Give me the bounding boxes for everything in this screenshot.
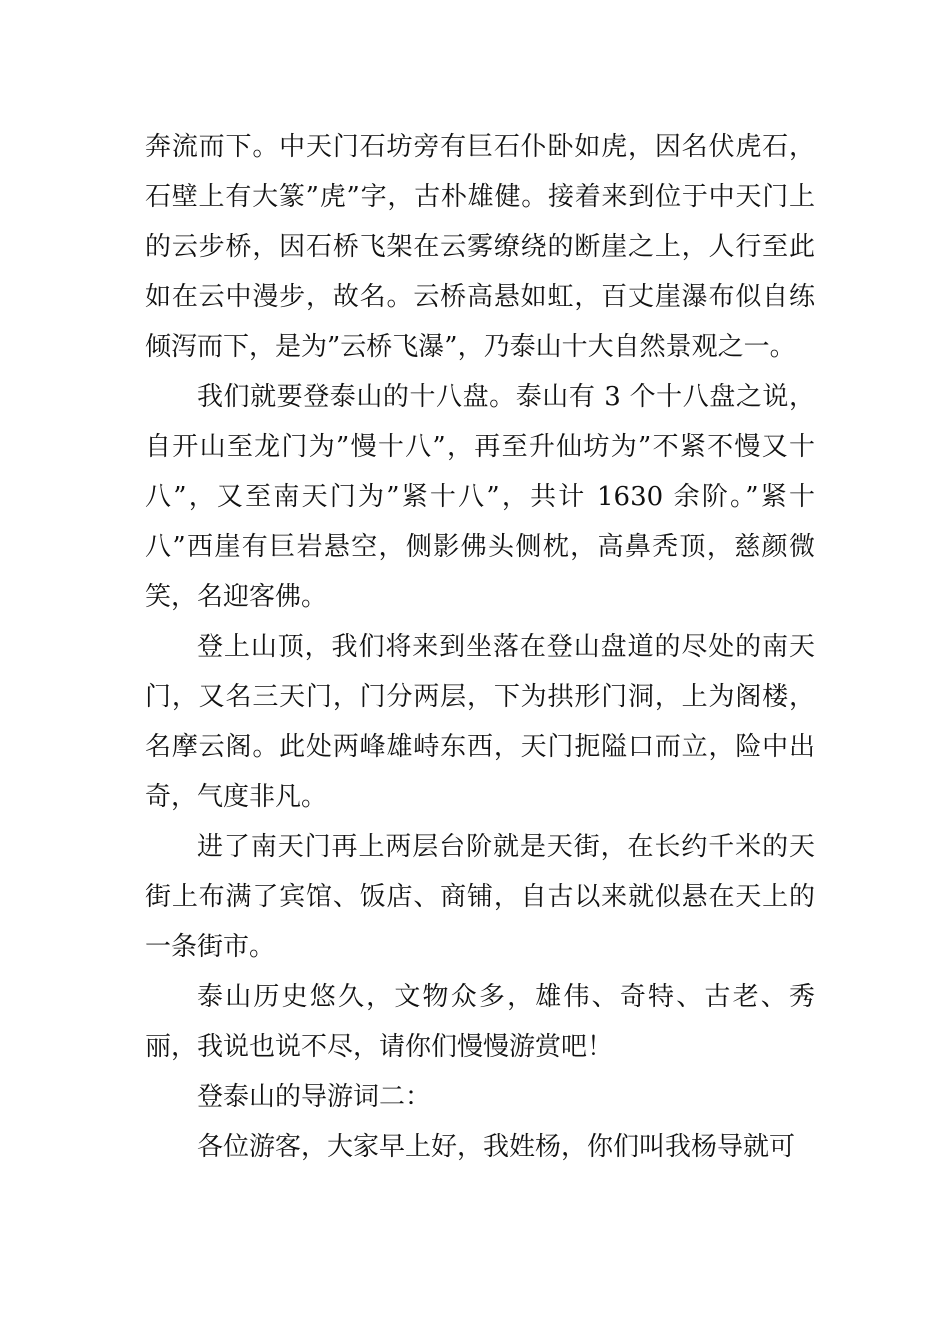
paragraph-conclusion: 泰山历史悠久，文物众多，雄伟、奇特、古老、秀丽，我说也说不尽，请你们慢慢游赏吧！ (145, 982, 815, 1062)
paragraph-continuation: 奔流而下。中天门石坊旁有巨石仆卧如虎，因名伏虎石，石壁上有大篆”虎”字，古朴雄健。接着来到位于中天门上的云步桥，因石桥飞架在云雾缭绕的断崖之上，人行至此如在云中漫步，故名。云桥高悬如虹，百丈崖瀑布似自练倾泻而下，是为”云桥飞瀑”，乃泰山十大自然景观之一。 (145, 132, 815, 362)
paragraph-greeting: 各位游客，大家早上好，我姓杨，你们叫我杨导就可 (197, 1132, 796, 1162)
paragraph-heavenly-street: 进了南天门再上两层台阶就是天街，在长约千米的天街上布满了宾馆、饭店、商铺，自古以来就似悬在天上的一条街市。 (145, 832, 815, 962)
paragraph-eighteen-bends: 我们就要登泰山的十八盘。泰山有 3 个十八盘之说，自开山至龙门为”慢十八”，再至升仙坊为”不紧不慢又十八”，又至南天门为”紧十八”，共计 1630 余阶。”紧十八”西崖有巨岩悬空，侧影佛头侧枕，高鼻秃顶，慈颜微笑，名迎客佛。 (145, 382, 815, 612)
section-heading: 登泰山的导游词二： (197, 1082, 432, 1112)
paragraph-south-gate: 登上山顶，我们将来到坐落在登山盘道的尽处的南天门，又名三天门，门分两层，下为拱形门洞，上为阁楼，名摩云阁。此处两峰雄峙东西，天门扼隘口而立，险中出奇，气度非凡。 (145, 632, 815, 812)
document-body (145, 122, 815, 1172)
